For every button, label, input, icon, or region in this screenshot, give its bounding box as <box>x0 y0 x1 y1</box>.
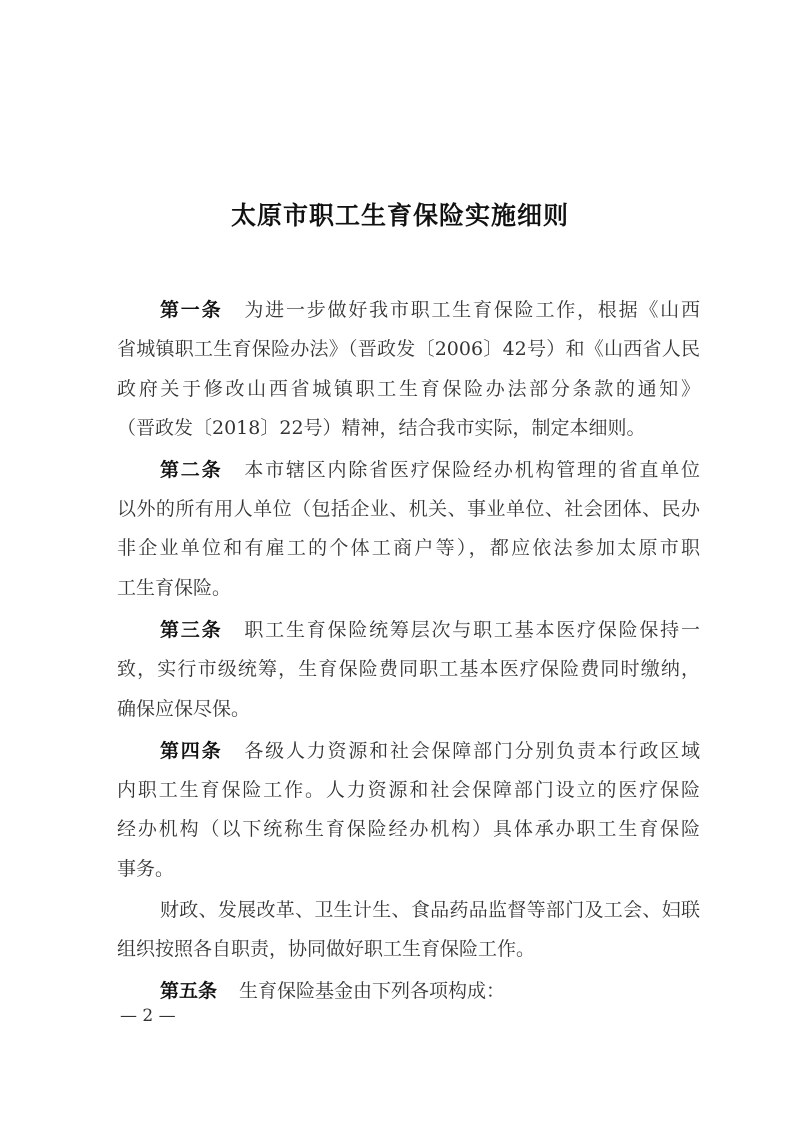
line-text: 经办机构（以下统称生育保险经办机构）具体承办职工生育保险 <box>117 818 700 840</box>
article-label: 第一条 <box>160 299 223 321</box>
paragraph-line <box>117 778 700 802</box>
line-text: 组织按照各自职责，协同做好职工生育保险工作。 <box>117 938 536 960</box>
paragraph-line <box>160 458 700 482</box>
paragraph-line <box>160 298 700 322</box>
paragraph-line <box>117 337 700 361</box>
paragraph-line <box>117 697 700 721</box>
line-text: 以外的所有用人单位（包括企业、机关、事业单位、社会团体、民办 <box>117 498 700 520</box>
paragraph-line <box>160 739 700 763</box>
line-text: 财政、发展改革、卫生计生、食品药品监督等部门及工会、妇联 <box>160 899 700 921</box>
line-text: 本市辖区内除省医疗保险经办机构管理的省直单位 <box>244 459 700 481</box>
line-text: 省城镇职工生育保险办法》（晋政发〔2006〕42号）和《山西省人民 <box>117 338 700 360</box>
line-text: 非企业单位和有雇工的个体工商户等），都应依法参加太原市职 <box>117 537 700 559</box>
article-label: 第二条 <box>160 459 223 481</box>
paragraph-line <box>117 817 700 841</box>
paragraph-line <box>117 377 700 401</box>
line-text: 内职工生育保险工作。人力资源和社会保障部门设立的医疗保险 <box>117 779 700 801</box>
line-text: （晋政发〔2018〕22号）精神，结合我市实际，制定本细则。 <box>117 417 646 439</box>
line-text: 各级人力资源和社会保障部门分别负责本行政区域 <box>244 740 700 762</box>
paragraph-line <box>117 857 700 881</box>
line-text: 事务。 <box>117 858 175 880</box>
article-label: 第三条 <box>160 619 223 641</box>
paragraph-line <box>117 576 700 600</box>
line-text: 确保应保尽保。 <box>117 698 251 720</box>
line-text: 工生育保险。 <box>117 577 232 599</box>
article-label: 第五条 <box>160 980 218 1002</box>
paragraph-line <box>117 416 700 440</box>
line-text: 职工生育保险统筹层次与职工基本医疗保险保持一 <box>244 619 700 641</box>
paragraph-line <box>160 898 700 922</box>
line-text: 政府关于修改山西省城镇职工生育保险办法部分条款的通知》 <box>117 378 700 400</box>
line-text: 生育保险基金由下列各项构成： <box>239 980 506 1002</box>
paragraph-line <box>160 979 700 1003</box>
paragraph-line <box>160 618 700 642</box>
line-text: 为进一步做好我市职工生育保险工作，根据《山西 <box>244 299 700 321</box>
paragraph-line <box>117 497 700 521</box>
line-text: 致，实行市级统筹，生育保险费同职工基本医疗保险费同时缴纳， <box>117 658 700 680</box>
page-number: — 2 — <box>120 1006 176 1026</box>
document-title: 太原市职工生育保险实施细则 <box>230 201 569 230</box>
paragraph-line <box>117 536 700 560</box>
paragraph-line <box>117 937 700 961</box>
paragraph-line <box>117 657 700 681</box>
article-label: 第四条 <box>160 740 223 762</box>
